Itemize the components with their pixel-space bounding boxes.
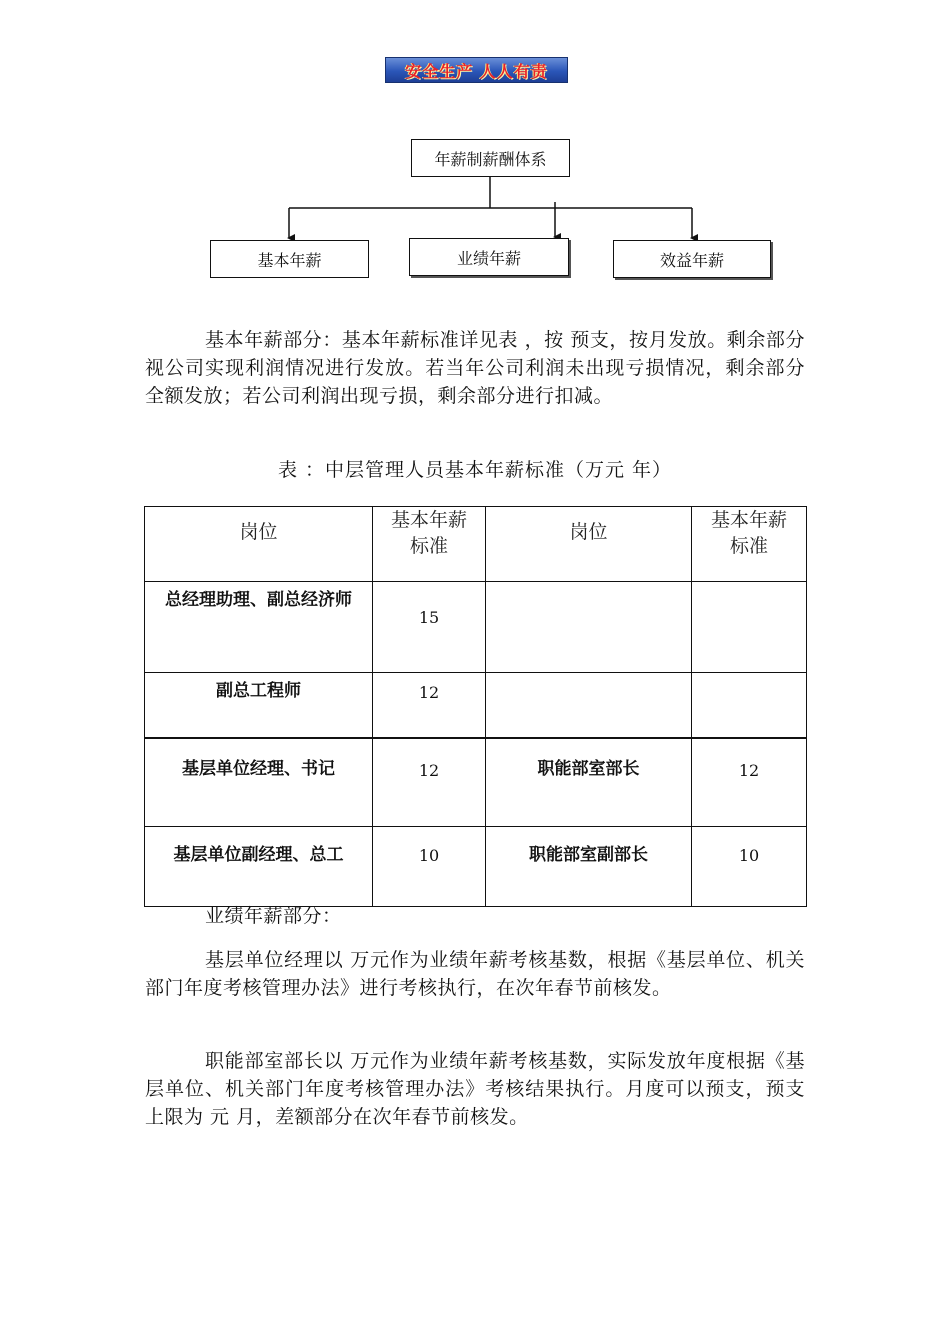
cell-value: 12 <box>373 673 486 738</box>
diagram-box-performance: 业绩年薪 <box>409 238 569 276</box>
cell-value: 12 <box>692 738 807 827</box>
header-position-1: 岗位 <box>145 507 373 582</box>
cell-position <box>486 582 692 673</box>
header-standard-1: 基本年薪 标准 <box>373 507 486 582</box>
paragraph-performance-title: 业绩年薪部分： <box>205 905 342 927</box>
cell-position: 总经理助理、副总经济师 <box>145 582 373 673</box>
salary-standard-table <box>144 506 807 907</box>
cell-position: 基层单位副经理、总工 <box>145 827 373 907</box>
cell-position: 职能部室部长 <box>486 738 692 827</box>
cell-value <box>692 673 807 738</box>
safety-banner: 安全生产 人人有责 <box>385 57 568 83</box>
cell-value: 12 <box>373 738 486 827</box>
cell-position <box>486 673 692 738</box>
cell-position: 职能部室副部长 <box>486 827 692 907</box>
cell-value: 10 <box>692 827 807 907</box>
paragraph-unit-manager: 基层单位经理以 万元作为业绩年薪考核基数，根据《基层单位、机关部门年度考核管理办法》进行考核执行，在次年春节前核发。 <box>145 949 805 999</box>
paragraph-department-head: 职能部室部长以 万元作为业绩年薪考核基数，实际发放年度根据《基层单位、机关部门年度考核管理办法》考核结果执行。月度可以预支，预支上限为 元 月，差额部分在次年春节前核发。 <box>145 1050 805 1128</box>
table-header-row <box>145 507 807 582</box>
table-row <box>145 738 807 827</box>
cell-value: 10 <box>373 827 486 907</box>
header-position-2: 岗位 <box>486 507 692 582</box>
cell-value <box>692 582 807 673</box>
paragraph-basic-salary: 基本年薪部分：基本年薪标准详见表 ，按 预支，按月发放。剩余部分视公司实现利润情况进行发放。若当年公司利润未出现亏损情况，剩余部分全额发放；若公司利润出现亏损，剩余部分进行扣减。 <box>145 329 805 407</box>
header-standard-2: 基本年薪 标准 <box>692 507 807 582</box>
table-row <box>145 582 807 673</box>
cell-value: 15 <box>373 582 486 673</box>
cell-position: 基层单位经理、书记 <box>145 738 373 827</box>
table-row <box>145 827 807 907</box>
table-caption: 表 ：中层管理人员基本年薪标准（万元 年） <box>277 459 673 481</box>
diagram-box-benefit: 效益年薪 <box>613 240 771 278</box>
diagram-box-basic: 基本年薪 <box>210 240 369 278</box>
cell-position: 副总工程师 <box>145 673 373 738</box>
table-row <box>145 673 807 738</box>
diagram-root-box: 年薪制薪酬体系 <box>411 139 570 177</box>
